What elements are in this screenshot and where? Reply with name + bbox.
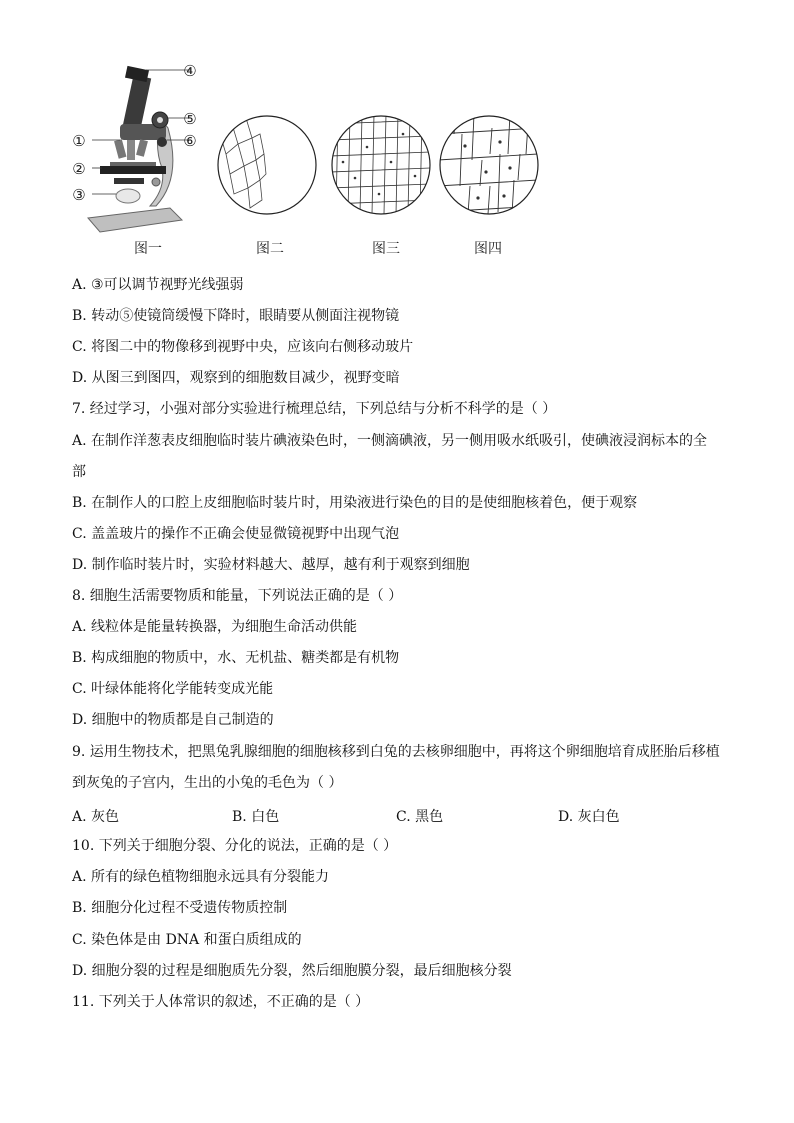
field-of-view-2 xyxy=(216,114,318,216)
label-2: ② xyxy=(72,160,86,178)
label-4: ④ xyxy=(183,62,197,80)
q10-option-b: B. 细胞分化过程不受遗传物质控制 xyxy=(72,900,288,916)
q6-option-d: D. 从图三到图四，观察到的细胞数目减少，视野变暗 xyxy=(72,370,400,386)
q7-option-a-cont: 部 xyxy=(72,464,86,480)
q10-option-c: C. 染色体是由 DNA 和蛋白质组成的 xyxy=(72,932,302,948)
q7-option-c: C. 盖盖玻片的操作不正确会使显微镜视野中出现气泡 xyxy=(72,526,400,542)
q9-option-b: B. 白色 xyxy=(232,809,280,825)
caption-fig4: 图四 xyxy=(474,241,502,257)
field-of-view-3 xyxy=(330,114,432,216)
q9-option-d: D. 灰白色 xyxy=(558,809,620,825)
q9-options xyxy=(72,806,712,824)
q8-option-a: A. 线粒体是能量转换器，为细胞生命活动供能 xyxy=(72,619,358,635)
q7-option-d: D. 制作临时装片时，实验材料越大、越厚，越有利于观察到细胞 xyxy=(72,557,470,573)
q9-option-c: C. 黑色 xyxy=(396,809,444,825)
q8-option-b: B. 构成细胞的物质中，水、无机盐、糖类都是有机物 xyxy=(72,650,400,666)
q9-stem: 9. 运用生物技术，把黑兔乳腺细胞的细胞核移到白兔的去核卵细胞中，再将这个卵细胞培育成胚胎后移植 xyxy=(72,744,720,760)
caption-fig1: 图一 xyxy=(134,241,162,257)
q9-option-a: A. 灰色 xyxy=(72,809,120,825)
q8-option-d: D. 细胞中的物质都是自己制造的 xyxy=(72,712,274,728)
q7-stem: 7. 经过学习，小强对部分实验进行梳理总结，下列总结与分析不科学的是（ ） xyxy=(72,401,557,417)
label-5: ⑤ xyxy=(183,110,197,128)
q8-stem: 8. 细胞生活需要物质和能量，下列说法正确的是（ ） xyxy=(72,588,403,604)
q6-option-a: A. ③可以调节视野光线强弱 xyxy=(72,277,244,293)
field-of-view-4 xyxy=(438,114,540,216)
q9-stem-cont: 到灰兔的子宫内，生出的小兔的毛色为（ ） xyxy=(72,775,343,791)
label-6: ⑥ xyxy=(183,132,197,150)
q7-option-a: A. 在制作洋葱表皮细胞临时装片碘液染色时，一侧滴碘液，另一侧用吸水纸吸引，使碘液浸润标本的全 xyxy=(72,433,708,449)
q8-option-c: C. 叶绿体能将化学能转变成光能 xyxy=(72,681,274,697)
label-1: ① xyxy=(72,132,86,150)
q10-stem: 10. 下列关于细胞分裂、分化的说法，正确的是（ ） xyxy=(72,838,398,854)
q6-option-c: C. 将图二中的物像移到视野中央，应该向右侧移动玻片 xyxy=(72,339,414,355)
q10-option-a: A. 所有的绿色植物细胞永远具有分裂能力 xyxy=(72,869,330,885)
caption-fig3: 图三 xyxy=(372,241,400,257)
caption-fig2: 图二 xyxy=(256,241,284,257)
figure-panel xyxy=(70,58,550,268)
q11-stem: 11. 下列关于人体常识的叙述，不正确的是（ ） xyxy=(72,994,370,1010)
q10-option-d: D. 细胞分裂的过程是细胞质先分裂，然后细胞膜分裂，最后细胞核分裂 xyxy=(72,963,512,979)
q6-option-b: B. 转动⑤使镜筒缓慢下降时，眼睛要从侧面注视物镜 xyxy=(72,308,400,324)
label-3: ③ xyxy=(72,186,86,204)
q7-option-b: B. 在制作人的口腔上皮细胞临时装片时，用染液进行染色的目的是使细胞核着色，便于观察 xyxy=(72,495,638,511)
